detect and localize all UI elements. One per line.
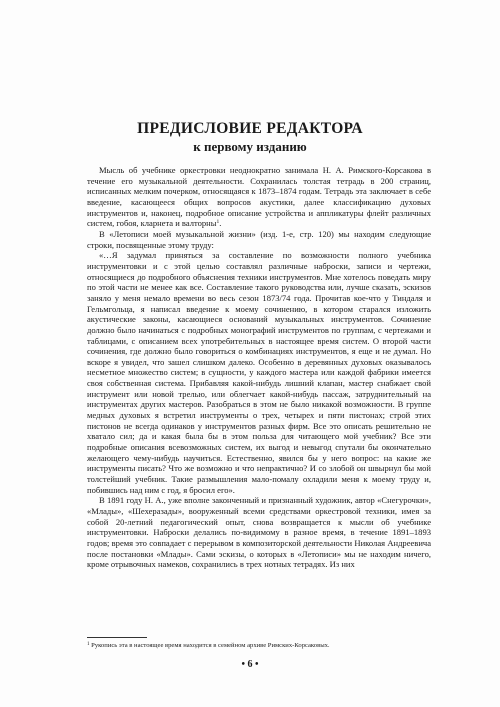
page-subtitle: к первому изданию [193, 139, 307, 154]
footnote [87, 641, 431, 650]
footnote-marker: 1 [87, 642, 90, 647]
paragraph-1-text: Мысль об учебнике оркестровки неоднократно занимала Н. А. Римского-Корсакова в течение его музыкальной деятельности. Сохранилась толстая тетрадь в 200 страниц, исписанных мелким почерком, относящаяся к 1873–1874 годам. Тетрадь эта заключает в себе введение, касающееся общих вопросов акустики, далее классификацию духовых инструментов и, наконец, подробное описание устройства и аппликатуры флейт различных систем, гобоя, кларнета и валторны [87, 165, 431, 229]
page-number: • 6 • [241, 659, 259, 670]
footnote-ref: 1 [216, 219, 220, 226]
paragraph-4: В 1891 году Н. А., уже вполне законченный и признанный художник, автор «Снегурочки», «Млады», «Шехеразады», вооруженный всеми средствами оркестровой техники, имея за собой 20-летний педагогический опыт, снова возвращается к мысли об учебнике инструментовки. Наброски делались по-видимому в разное время, в течение 1891–1893 годов; время это совпадает с перерывом в композиторской деятельности Николая Андреевича после постановки «Млады». Сами эскизы, о которых в «Летописи» мы не находим ничего, кроме отрывочных намеков, сохранились в трех нотных тетрадях. Из них [87, 495, 431, 570]
paragraph-1: Мысль об учебнике оркестровки неоднократно занимала Н. А. Римского-Корсакова в течение его музыкальной деятельности. Сохранилась толстая тетрадь в 200 страниц, исписанных мелким почерком, относящаяся к 1873–1874 годам. Тетрадь эта заключает в себе введение, касающееся общих вопросов акустики, далее классификацию духовых инструментов и, наконец, подробное описание устройства и аппликатуры флейт различных систем, гобоя, кларнета и валторны$^1$. [87, 165, 431, 229]
paragraph-2: В «Летописи моей музыкальной жизни» (изд. 1-е, стр. 120) мы находим следующие строки, посвященные этому труду: [87, 228, 431, 250]
footnote-divider [87, 637, 147, 638]
page-title: ПРЕДИСЛОВИЕ РЕДАКТОРА [137, 120, 363, 137]
footnote-text: Рукопись эта в настоящее время находится в семейном архиве Римских-Корсаковых. [91, 642, 330, 649]
body-text [87, 165, 431, 570]
quote-paragraph: «…Я задумал приняться за составление по возможности полного учебника инструментовки и с этой целью составлял различные наброски, записи и чертежи, относящиеся до подробного объяснения техники инструментов. Мне хотелось поведать миру по этой части не менее как все. Составление такого руководства или, лучше сказать, эскизов заняло у меня немало времени во весь сезон 1873/74 года. Прочитав кое-что у Тиндаля и Гельмгольца, я написал введение к моему сочинению, в котором старался изложить акустические законы, касающиеся оснований музыкальных инструментов. Сочинение должно было начинаться с подробных монографий инструментов по группам, с чертежами и таблицами, с описанием всех употребительных в настоящее время систем. О второй части сочинения, где должно было говориться о комбинациях инструментов, я еще и не думал. Но вскоре я увидел, что зашел слишком далеко. Особенно в деревянных духовых оказывалось несметное множество систем; в сущности, у каждого мастера или каждой фабрики имеется своя собственная система. Прибавляя какой-нибудь лишний клапан, мастер снабжает свой инструмент или новой трелью, или облегчает какой-нибудь пассаж, затруднительный на инструментах других мастеров. Разобраться в этом не было никакой возможности. В группе медных духовых я встретил инструменты о трех, четырех и пяти пистонах; строй этих пистонов не всегда одинаков у инструментов разных фирм. Все это описать решительно не хватало сил; да и какая была бы в этом польза для читающего мой учебник? Все эти подробные описания всевозможных систем, их выгод и невыгод спутали бы окончательно желающего чему-нибудь научиться. Естественно, явился бы у него вопрос: на какие же инструменты писать? Что же возможно и что непрактично? И со злобой он швырнул бы мой толстейший учебник. Такие размышления мало-помалу охладили меня к моему труду и, побившись над ним с год, я бросил его». [87, 250, 431, 495]
